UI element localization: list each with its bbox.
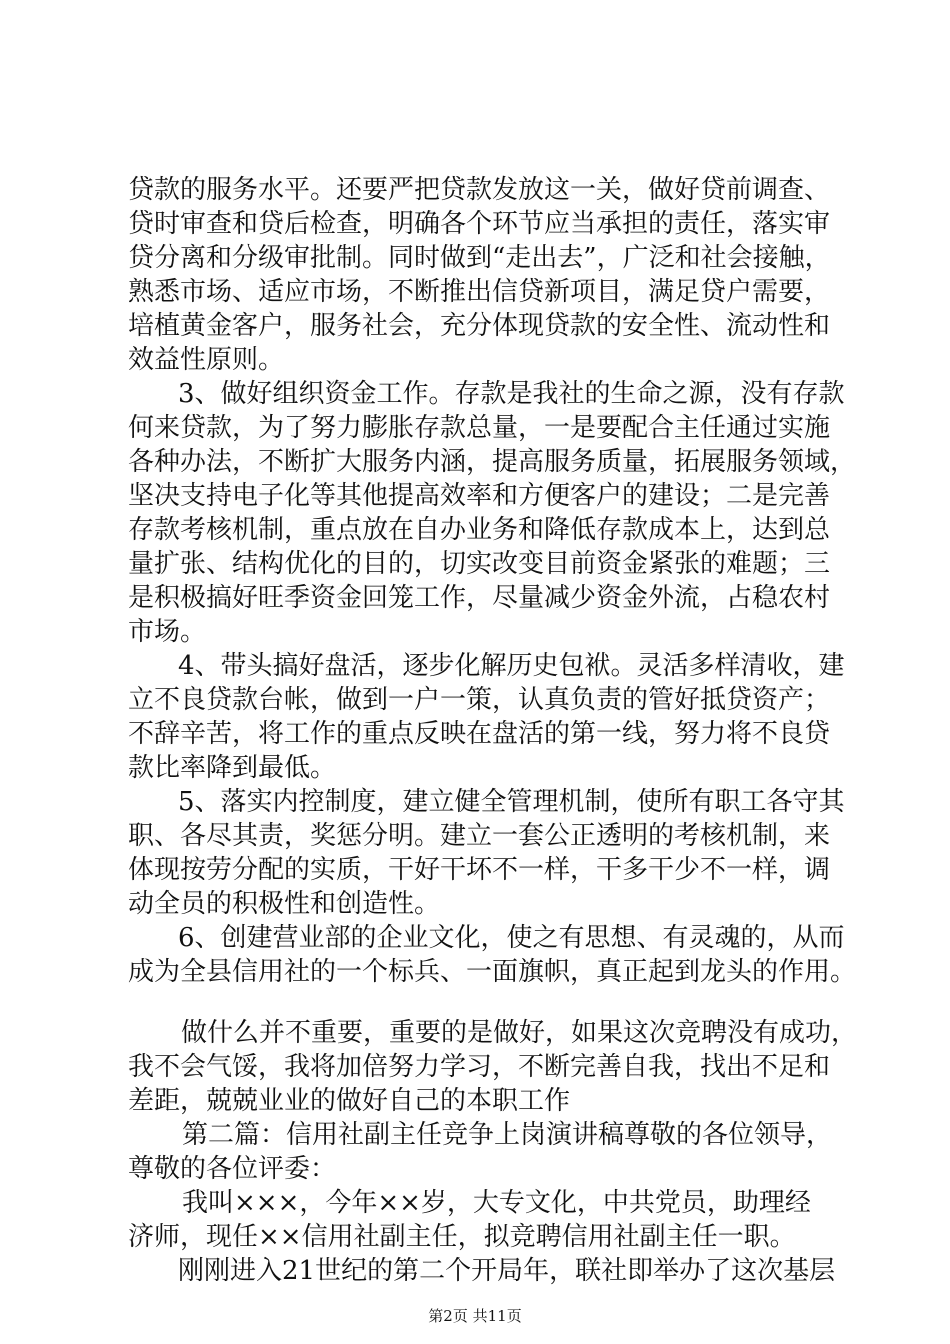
text-line: 4、带头搞好盘活，逐步化解历史包袱。灵活多样清收，建 [178,651,845,681]
text-line: 何来贷款，为了努力膨胀存款总量，一是要配合主任通过实施 [128,413,831,443]
text-line: 差距，兢兢业业的做好自己的本职工作 [128,1086,571,1116]
page-footer: 第2页 共11页 [428,1307,522,1325]
text-line: 贷时审查和贷后检查，明确各个环节应当承担的责任，落实审 [128,209,831,239]
text-line: 济师，现任××信用社副主任，拟竞聘信用社副主任一职。 [128,1222,796,1252]
text-line: 做什么并不重要，重要的是做好，如果这次竞聘没有成功， [181,1018,858,1048]
text-line: 刚刚进入21世纪的第二个开局年，联社即举办了这次基层 [178,1256,836,1286]
text-line: 量扩张、结构优化的目的，切实改变目前资金紧张的难题；三 [128,549,831,579]
text-line: 3、做好组织资金工作。存款是我社的生命之源，没有存款 [178,379,845,409]
text-line: 立不良贷款台帐，做到一户一策，认真负责的管好抵贷资产； [128,685,831,715]
text-line: 贷分离和分级审批制。同时做到“走出去”，广泛和社会接触， [128,243,831,273]
text-line: 坚决支持电子化等其他提高效率和方便客户的建设；二是完善 [128,481,831,511]
text-line: 职、各尽其责，奖惩分明。建立一套公正透明的考核机制，来 [128,821,831,851]
text-line: 我不会气馁，我将加倍努力学习，不断完善自我，找出不足和 [128,1052,831,1082]
text-line: 贷款的服务水平。还要严把贷款发放这一关，做好贷前调查、 [128,175,831,205]
section-heading-line: 第二篇：信用社副主任竞争上岗演讲稿尊敬的各位领导， [182,1120,833,1150]
text-line: 效益性原则。 [128,345,285,375]
text-line: 我叫×××，今年××岁，大专文化，中共党员，助理经 [182,1188,811,1218]
text-line: 款比率降到最低。 [128,753,337,783]
text-line: 不辞辛苦，将工作的重点反映在盘活的第一线，努力将不良贷 [128,719,831,749]
text-line: 市场。 [128,617,207,647]
text-line: 成为全县信用社的一个标兵、一面旗帜，真正起到龙头的作用。 [128,957,857,987]
text-line: 存款考核机制，重点放在自办业务和降低存款成本上，达到总 [128,515,831,545]
text-line: 熟悉市场、适应市场，不断推出信贷新项目，满足贷户需要， [128,277,831,307]
text-line: 尊敬的各位评委： [128,1154,337,1184]
text-line: 培植黄金客户，服务社会，充分体现贷款的安全性、流动性和 [128,311,831,341]
text-line: 各种办法，不断扩大服务内涵，提高服务质量，拓展服务领域， [128,447,857,477]
text-line: 是积极搞好旺季资金回笼工作，尽量减少资金外流，占稳农村 [128,583,831,613]
text-line: 5、落实内控制度，建立健全管理机制，使所有职工各守其 [178,787,845,817]
text-line: 体现按劳分配的实质，干好干坏不一样，干多干少不一样，调 [128,855,831,885]
text-line: 动全员的积极性和创造性。 [128,889,441,919]
text-line: 6、创建营业部的企业文化，使之有思想、有灵魂的，从而 [178,923,845,953]
